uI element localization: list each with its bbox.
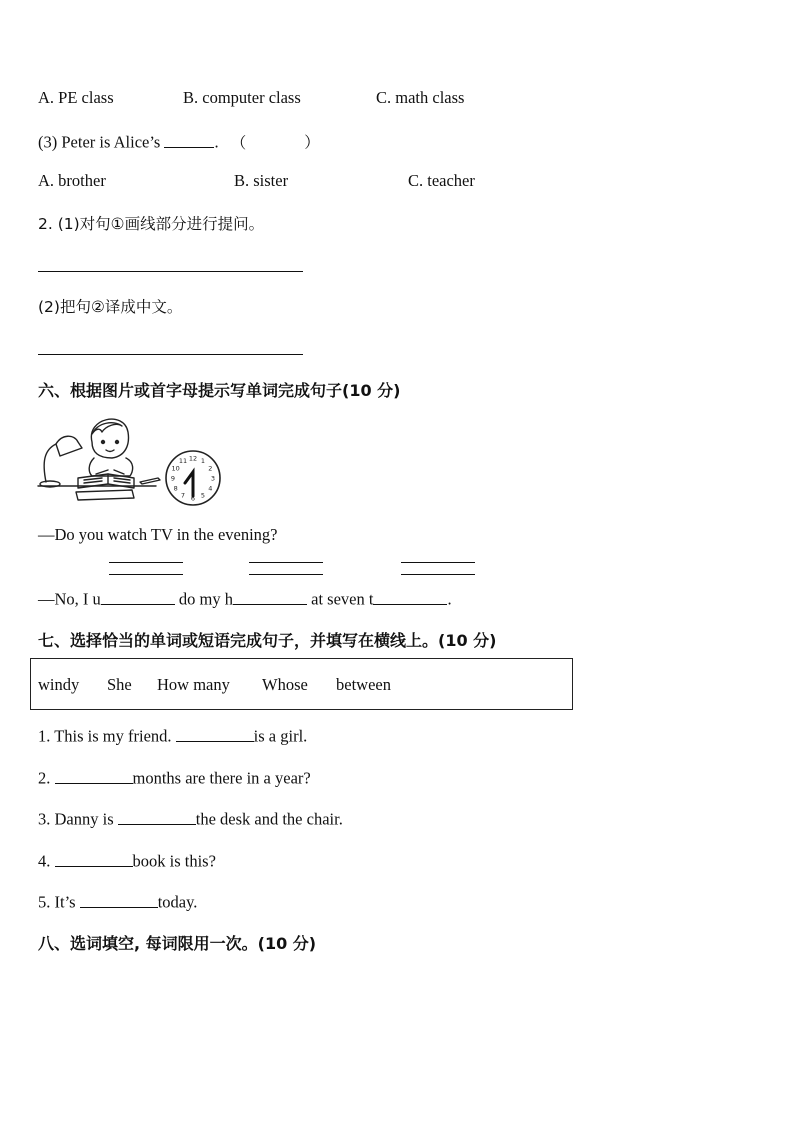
answer-line-2[interactable]: [38, 354, 303, 355]
option-b: B. sister: [234, 171, 289, 190]
item-text-post: today.: [157, 892, 198, 912]
boy-doing-homework-picture: [36, 412, 222, 510]
word-bank-item: Whose: [262, 675, 308, 694]
clock-numeral: 2: [208, 464, 213, 473]
exercise-item-4: [38, 849, 216, 872]
question-3-suffix: .: [214, 132, 219, 152]
dialogue-line-1: —Do you watch TV in the evening?: [38, 525, 278, 544]
dialogue-text-c: at seven t: [311, 589, 374, 609]
clock-numeral: 4: [208, 484, 213, 493]
dialogue-line-2: [38, 587, 452, 610]
clock-numeral: 8: [173, 484, 178, 493]
clock-numeral: 12: [188, 454, 198, 463]
item-text-post: is a girl.: [253, 726, 308, 746]
clock-numeral: 9: [170, 474, 176, 483]
item-blank[interactable]: [55, 766, 133, 784]
dialogue-text-a: —No, I u: [38, 589, 101, 609]
writing-line: [109, 562, 183, 563]
dialogue-end: .: [447, 589, 452, 609]
item-text-post: the desk and the chair.: [195, 809, 343, 829]
blank-t[interactable]: [373, 587, 447, 605]
section-6-title: 六、根据图片或首字母提示写单词完成句子(10 分): [38, 381, 401, 400]
item-blank[interactable]: [80, 890, 158, 908]
blank-u[interactable]: [101, 587, 175, 605]
option-c: C. math class: [376, 88, 465, 107]
item-text-pre: 2.: [38, 768, 51, 788]
question-2-2: (2)把句②译成中文。: [38, 298, 183, 316]
exercise-item-2: [38, 766, 311, 789]
clock-numeral: 5: [200, 491, 206, 500]
exercise-item-5: [38, 890, 197, 913]
dialogue-text-b: do my h: [178, 589, 234, 609]
option-a: A. brother: [38, 171, 106, 190]
word-bank-item: windy: [38, 675, 80, 694]
clock-numeral: 6: [190, 494, 196, 503]
section-7-title: 七、选择恰当的单词或短语完成句子，并填写在横线上。(10 分): [38, 631, 497, 650]
word-bank-item: She: [107, 675, 132, 694]
question-3-blank[interactable]: [164, 130, 214, 148]
writing-line: [401, 574, 475, 575]
option-b: B. computer class: [183, 88, 301, 107]
option-a: A. PE class: [38, 88, 114, 107]
word-bank-item: between: [336, 675, 391, 694]
writing-line: [109, 574, 183, 575]
exercise-item-3: [38, 807, 343, 830]
clock-numeral: 11: [178, 457, 188, 465]
item-text-post: book is this?: [132, 851, 216, 871]
answer-line-1[interactable]: [38, 271, 303, 272]
section-8-title: 八、选词填空, 每词限用一次。(10 分): [38, 934, 317, 953]
exercise-item-1: [38, 724, 307, 747]
clock-numeral: 7: [180, 491, 186, 500]
question-3-prefix: (3) Peter is Alice’s: [38, 132, 161, 152]
paren-close: ）: [304, 133, 320, 152]
item-blank[interactable]: [176, 724, 254, 742]
writing-line: [249, 562, 323, 563]
item-text-pre: 4.: [38, 851, 51, 871]
item-text-pre: 3. Danny is: [38, 809, 114, 829]
writing-line: [249, 574, 323, 575]
question-2-1: 2. (1)对句①画线部分进行提问。: [38, 215, 265, 233]
word-bank-box: [30, 658, 573, 710]
item-blank[interactable]: [55, 849, 133, 867]
question-3: [38, 130, 320, 153]
option-c: C. teacher: [408, 171, 475, 190]
clock-icon: [166, 451, 220, 505]
clock-numeral: 10: [171, 464, 180, 473]
writing-line: [401, 562, 475, 563]
item-text-post: months are there in a year?: [132, 768, 311, 788]
clock-numeral: 3: [210, 474, 216, 483]
word-bank-item: How many: [157, 675, 230, 694]
clock-numeral: 1: [200, 457, 206, 465]
paren-open: （: [230, 133, 247, 152]
item-text-pre: 1. This is my friend.: [38, 726, 172, 746]
item-blank[interactable]: [118, 807, 196, 825]
blank-h[interactable]: [233, 587, 307, 605]
item-text-pre: 5. It’s: [38, 892, 76, 912]
